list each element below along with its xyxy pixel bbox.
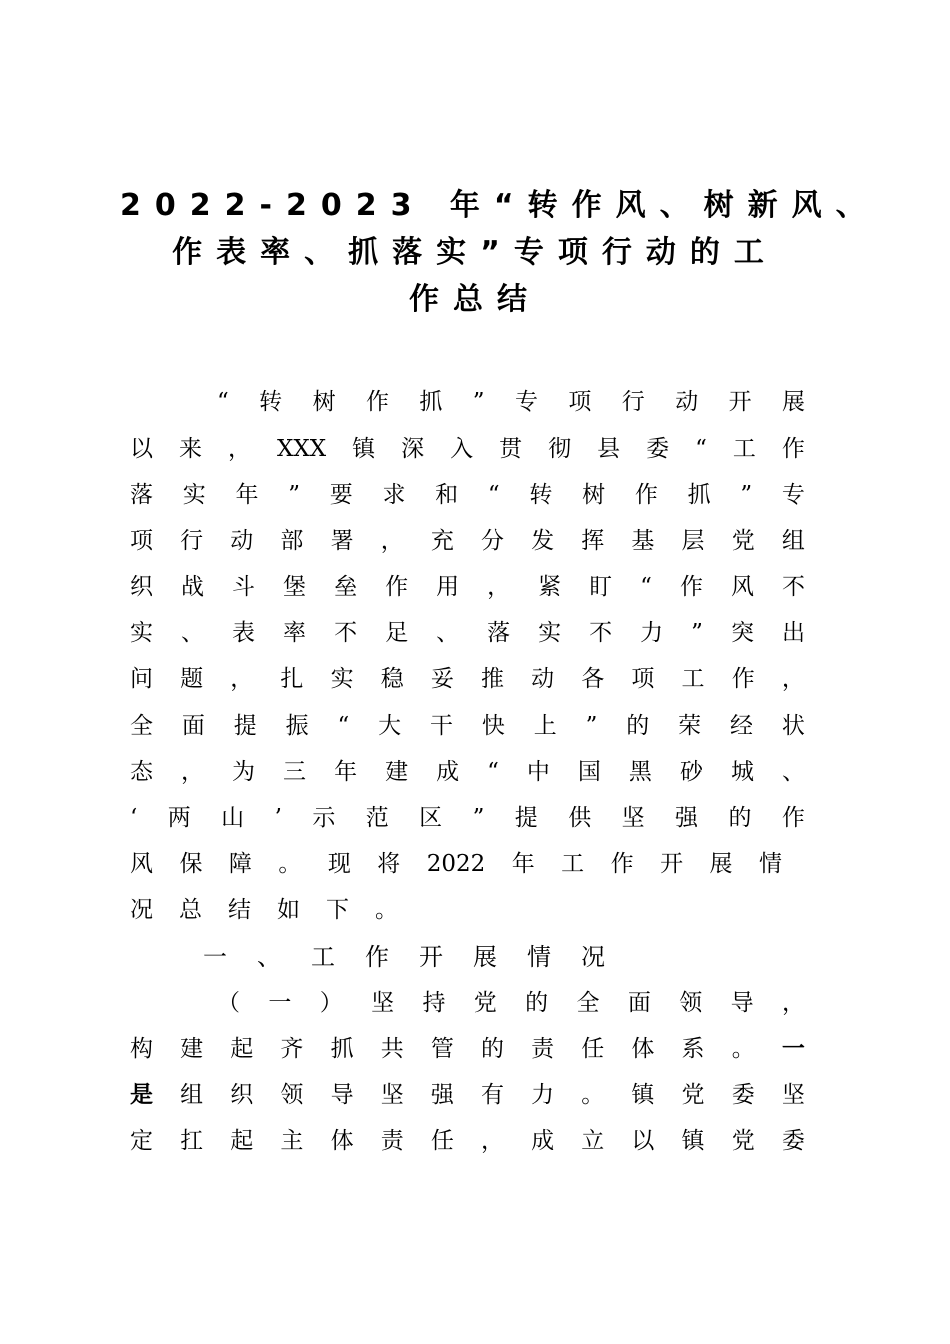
char: 垒 (334, 574, 358, 600)
char: 上 (533, 713, 557, 739)
char: 委 (646, 436, 670, 462)
char: 题 (180, 666, 204, 692)
char: 树 (582, 482, 606, 508)
char: 推 (480, 666, 504, 692)
char: 作 (634, 482, 658, 508)
char: 组 (781, 528, 805, 554)
char: 专 (514, 389, 538, 415)
char: 行 (180, 528, 204, 554)
char: 开 (728, 389, 752, 415)
char: 力 (640, 620, 664, 646)
char: 责 (380, 1128, 404, 1154)
paragraph-line (130, 479, 805, 511)
paragraph-line (130, 1125, 805, 1157)
char: 充 (430, 528, 454, 554)
char: 国 (577, 759, 601, 785)
char: 紧 (538, 574, 562, 600)
char: 战 (181, 574, 205, 600)
char: ” (472, 389, 485, 415)
char: 体 (631, 1036, 655, 1062)
paragraph-line (130, 525, 805, 557)
char: 示 (312, 805, 336, 831)
char: 2022 (426, 851, 486, 877)
char: 的 (626, 713, 650, 739)
paragraph-line (130, 663, 805, 695)
char: 动 (675, 389, 699, 415)
char: 作 (781, 436, 805, 462)
char: 作 (365, 389, 389, 415)
char: 强 (430, 1082, 454, 1108)
char: 荣 (678, 713, 702, 739)
char: 起 (230, 1128, 254, 1154)
paragraph-line (130, 802, 805, 834)
char: 经 (730, 713, 754, 739)
char: 山 (221, 805, 245, 831)
char: 、 (436, 620, 460, 646)
char: 问 (130, 666, 153, 692)
section-heading: 一、工作开展情况 (203, 943, 635, 971)
char: 实 (538, 620, 562, 646)
char: 作 (781, 805, 805, 831)
char: ， (228, 436, 251, 462)
char: 年 (511, 851, 535, 877)
char: 行 (621, 389, 645, 415)
char: 强 (675, 805, 699, 831)
char: 任 (430, 1128, 454, 1154)
char: “ (487, 759, 499, 785)
char: 要 (329, 482, 353, 508)
char: 为 (232, 759, 256, 785)
char: 是 (130, 1081, 153, 1108)
paragraph-line (130, 571, 805, 603)
char: 实 (330, 666, 354, 692)
char: 扎 (280, 666, 304, 692)
char: 专 (781, 482, 805, 508)
char: 坚 (781, 1082, 805, 1108)
char: 现 (327, 851, 351, 877)
char: 构 (130, 1036, 153, 1062)
char: 委 (781, 1128, 805, 1154)
char: 贯 (499, 436, 523, 462)
paragraph-line (130, 710, 805, 742)
char: 党 (731, 1128, 755, 1154)
char: 突 (730, 620, 754, 646)
char: 抓 (687, 482, 711, 508)
char: 区 (419, 805, 443, 831)
char: 党 (681, 1082, 705, 1108)
char: 有 (480, 1082, 504, 1108)
char: ） (319, 990, 343, 1016)
char: 以 (130, 436, 153, 462)
char: “ (217, 389, 229, 415)
char: 作 (610, 851, 634, 877)
char: 三 (283, 759, 307, 785)
char: 堡 (283, 574, 307, 600)
char: 齐 (280, 1036, 304, 1062)
char: 障 (228, 851, 252, 877)
char: 党 (473, 990, 497, 1016)
char: ” (691, 620, 703, 646)
char: 导 (330, 1082, 354, 1108)
char: 稳 (380, 666, 404, 692)
char: 项 (130, 528, 153, 554)
char: 管 (430, 1036, 454, 1062)
char: 层 (681, 528, 705, 554)
char: 斗 (232, 574, 256, 600)
char: 风 (730, 574, 754, 600)
char: 动 (531, 666, 555, 692)
char: 抓 (419, 389, 443, 415)
char: 树 (312, 389, 336, 415)
char: ” (740, 482, 753, 508)
char: 部 (280, 528, 304, 554)
char: 年 (334, 759, 358, 785)
char: 供 (568, 805, 592, 831)
document-title (120, 182, 880, 323)
char: 坚 (621, 805, 645, 831)
char: 表 (232, 620, 256, 646)
paragraph-line (130, 617, 805, 649)
paragraph-line (130, 1033, 805, 1065)
char: 县 (597, 436, 621, 462)
char: “ (640, 574, 652, 600)
char: 系 (681, 1036, 705, 1062)
char: 基 (631, 528, 655, 554)
char: ， (781, 666, 805, 692)
char: 来 (179, 436, 202, 462)
char: 扛 (180, 1128, 204, 1154)
char: 起 (230, 1036, 254, 1062)
char: 展 (782, 389, 805, 415)
char: 领 (679, 990, 703, 1016)
paragraph-line (130, 433, 805, 465)
char: 深 (401, 436, 425, 462)
char: 工 (732, 436, 756, 462)
char: 组 (180, 1082, 204, 1108)
char: 力 (531, 1082, 555, 1108)
char: 干 (430, 713, 454, 739)
char: 项 (631, 666, 655, 692)
char: ， (380, 528, 404, 554)
char: 工 (561, 851, 585, 877)
char: 工 (681, 666, 705, 692)
char: 作 (679, 574, 703, 600)
char: ‘ (130, 805, 138, 831)
char: 保 (179, 851, 203, 877)
char: 分 (480, 528, 504, 554)
title-line-1: 2022-2023 年“转作风、树新风、 (120, 188, 880, 223)
char: 的 (728, 805, 752, 831)
char: 提 (233, 713, 257, 739)
char: 年 (235, 482, 259, 508)
char: 各 (581, 666, 605, 692)
char: 大 (378, 713, 402, 739)
char: 范 (365, 805, 389, 831)
char: 定 (130, 1128, 153, 1154)
char: 、 (181, 620, 205, 646)
char: 不 (334, 620, 358, 646)
title-line-2: 作表率、抓落实”专项行动的工 (172, 235, 778, 270)
char: “ (487, 482, 500, 508)
char: 振 (285, 713, 309, 739)
title-line-3: 作总结 (409, 282, 541, 317)
char: 面 (181, 713, 205, 739)
char: 。 (581, 1082, 605, 1108)
char: 快 (481, 713, 505, 739)
char: 挥 (581, 528, 605, 554)
char: 黑 (628, 759, 652, 785)
char: 求 (382, 482, 406, 508)
char: ” (472, 805, 485, 831)
paragraph-line (130, 1079, 805, 1111)
char: 不 (781, 574, 805, 600)
char: 领 (280, 1082, 304, 1108)
char: 足 (385, 620, 409, 646)
char: 转 (259, 389, 283, 415)
char: 织 (130, 574, 153, 600)
char: 镇 (352, 436, 376, 462)
paragraph-line (217, 386, 805, 418)
char: 。 (278, 851, 302, 877)
char: 用 (436, 574, 460, 600)
char: 情 (758, 851, 782, 877)
char: 入 (450, 436, 474, 462)
char: 全 (130, 713, 153, 739)
char: 面 (627, 990, 651, 1016)
paragraph-line (130, 848, 782, 880)
char: 责 (531, 1036, 555, 1062)
char: 风 (130, 851, 153, 877)
char: 镇 (681, 1128, 705, 1154)
paragraph-line: 况总结如下。 (130, 897, 424, 923)
char: 镇 (631, 1082, 655, 1108)
char: 落 (487, 620, 511, 646)
char: 发 (531, 528, 555, 554)
char: 。 (731, 1036, 755, 1062)
char: 开 (660, 851, 684, 877)
paragraph-line (217, 987, 805, 1019)
char: 城 (730, 759, 754, 785)
char: 的 (480, 1036, 504, 1062)
char: ， (480, 1128, 504, 1154)
char: 主 (280, 1128, 304, 1154)
char: 织 (230, 1082, 254, 1108)
char: 坚 (371, 990, 395, 1016)
char: 中 (526, 759, 550, 785)
char: 一 (268, 990, 292, 1016)
char: ’ (274, 805, 282, 831)
char: 项 (568, 389, 592, 415)
char: 建 (385, 759, 409, 785)
char: 共 (380, 1036, 404, 1062)
paragraph-line (130, 756, 805, 788)
char: 任 (581, 1036, 605, 1062)
char: ” (288, 482, 300, 508)
char: 态 (130, 759, 153, 785)
char: 委 (731, 1082, 755, 1108)
char: 一 (781, 1035, 805, 1062)
char: 持 (422, 990, 446, 1016)
char: （ (217, 990, 240, 1016)
char: ， (487, 574, 511, 600)
char: 砂 (679, 759, 703, 785)
char: 署 (330, 528, 354, 554)
char: 提 (514, 805, 538, 831)
char: 以 (631, 1128, 655, 1154)
char: 体 (330, 1128, 354, 1154)
char: 状 (781, 713, 805, 739)
char: 建 (180, 1036, 204, 1062)
char: 和 (435, 482, 459, 508)
char: 导 (730, 990, 754, 1016)
char: 作 (385, 574, 409, 600)
char: 两 (167, 805, 191, 831)
char: 动 (230, 528, 254, 554)
char: 转 (529, 482, 553, 508)
char: ” (585, 713, 598, 739)
char: 率 (283, 620, 307, 646)
char: 出 (781, 620, 805, 646)
char: “ (337, 713, 350, 739)
char: 坚 (380, 1082, 404, 1108)
char: 的 (525, 990, 549, 1016)
char: “ (695, 436, 707, 462)
char: 盯 (589, 574, 613, 600)
char: 、 (781, 759, 805, 785)
char: 党 (731, 528, 755, 554)
char: 展 (709, 851, 733, 877)
char: XXX (277, 436, 327, 462)
char: 成 (436, 759, 460, 785)
char: 成 (531, 1128, 555, 1154)
char: 全 (576, 990, 600, 1016)
char: ， (781, 990, 805, 1016)
char: 彻 (548, 436, 572, 462)
char: 实 (130, 620, 153, 646)
char: ， (230, 666, 254, 692)
char: 立 (581, 1128, 605, 1154)
char: 落 (130, 482, 153, 508)
char: 妥 (430, 666, 454, 692)
char: 抓 (330, 1036, 354, 1062)
char: 实 (182, 482, 206, 508)
char: 不 (589, 620, 613, 646)
char: 将 (377, 851, 401, 877)
char: ， (181, 759, 205, 785)
char: 作 (731, 666, 755, 692)
